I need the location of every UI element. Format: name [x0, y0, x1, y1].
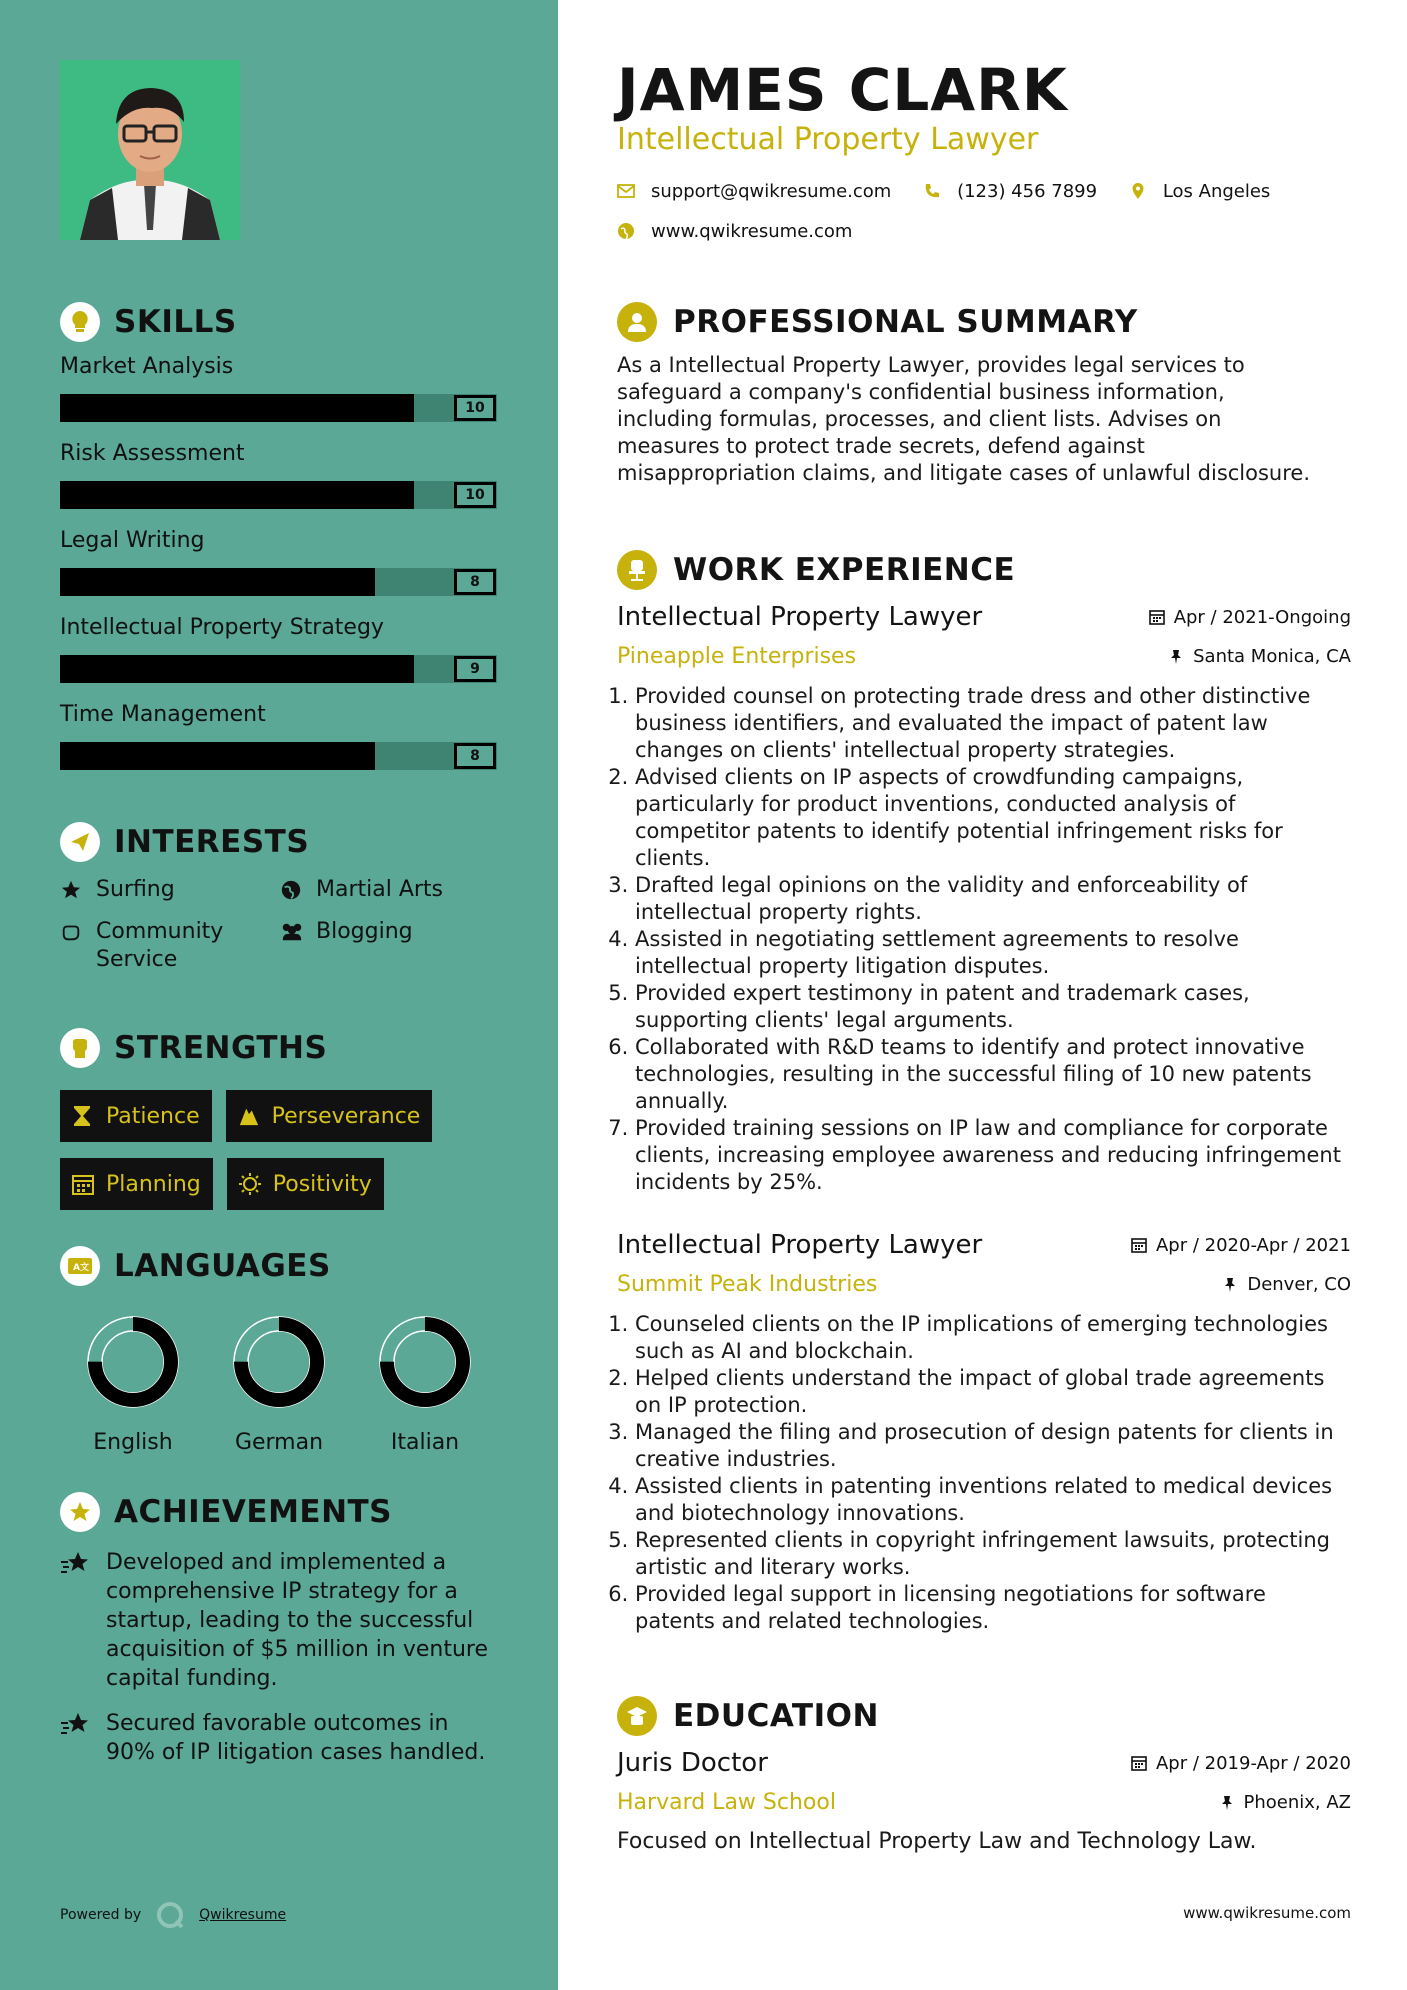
job-bullet: 6. Provided legal support in licensing negotiations for software patents and related technologies.: [635, 1581, 1351, 1635]
job-entry: [617, 602, 1351, 1196]
summary-section: [617, 300, 1351, 487]
job-bullets: [617, 1311, 1351, 1635]
envelope-icon: [617, 182, 635, 200]
footer-website-link[interactable]: www.qwikresume.com: [1183, 1904, 1351, 1922]
education-location: Phoenix, AZ: [1219, 1792, 1352, 1813]
ring-inner-outline: [248, 1331, 310, 1393]
candidate-title: Intellectual Property Lawyer: [617, 122, 1039, 157]
strengths-section: [60, 1026, 500, 1210]
calendar-icon: [1149, 609, 1165, 625]
skill-score: 8: [454, 743, 496, 769]
skill-item: [60, 435, 500, 522]
skill-name: Time Management: [60, 702, 266, 727]
languages-heading: A文 LANGUAGES: [60, 1244, 500, 1288]
experience-heading: WORK EXPERIENCE: [617, 548, 1351, 592]
star-badge-icon: [60, 1492, 100, 1532]
skill-bar-fill: [60, 568, 375, 596]
contact-phone[interactable]: (123) 456 7899: [923, 178, 1097, 204]
svg-text:A文: A文: [73, 1263, 89, 1273]
skill-score: 8: [454, 569, 496, 595]
ring-inner-outline: [394, 1331, 456, 1393]
skill-bar: [60, 481, 497, 509]
skill-name: Legal Writing: [60, 528, 205, 553]
interest-item: Blogging: [280, 918, 500, 974]
education-entry: [617, 1748, 1351, 1854]
job-bullet: 2. Advised clients on IP aspects of crowdfunding campaigns, particularly for product inventions, conducted analysis of competitor patents to identify potential infringement risks for clients.: [635, 764, 1351, 872]
profile-photo: [60, 60, 240, 240]
job-title: Intellectual Property Lawyer: [617, 602, 983, 632]
skill-bar: [60, 655, 497, 683]
users-icon: [280, 918, 304, 946]
job-bullet: 1. Counseled clients on the IP implications of emerging technologies such as AI and blockchain.: [635, 1311, 1351, 1365]
skill-bar: [60, 394, 497, 422]
language-level-ring: [231, 1314, 327, 1410]
hand-icon: [60, 918, 84, 946]
skill-bar-fill: [60, 481, 414, 509]
education-degree: Juris Doctor: [617, 1748, 768, 1778]
interest-item: Surfing: [60, 876, 280, 904]
user-icon: [617, 302, 657, 342]
calendar-icon: [1131, 1755, 1147, 1771]
job-bullets: [617, 683, 1351, 1196]
skill-bar: [60, 568, 497, 596]
summary-heading: PROFESSIONAL SUMMARY: [617, 300, 1351, 344]
job-bullet: 7. Provided training sessions on IP law and compliance for corporate clients, increasing employee awareness and reducing infringement incidents by 25%.: [635, 1115, 1351, 1196]
language-card-icon: [60, 1246, 100, 1286]
language-level-ring: [377, 1314, 473, 1410]
achievements-section: [60, 1490, 500, 1767]
job-title: Intellectual Property Lawyer: [617, 1230, 983, 1260]
pushpin-icon: [1222, 1277, 1238, 1293]
job-bullet: 4. Assisted in negotiating settlement agreements to resolve intellectual property litigation disputes.: [635, 926, 1351, 980]
calendar-icon: [72, 1173, 94, 1195]
skill-bar: [60, 742, 497, 770]
job-company: Pineapple Enterprises: [617, 644, 857, 669]
contact-email[interactable]: support@qwikresume.com: [617, 178, 891, 204]
candidate-name: JAMES CLARK: [617, 56, 1068, 124]
job-date: Apr / 2021-Ongoing: [1149, 607, 1351, 628]
skill-score: 9: [454, 656, 496, 682]
hourglass-icon: [72, 1105, 94, 1127]
globe-icon: [617, 222, 635, 240]
skill-item: [60, 696, 500, 783]
qwikresume-link[interactable]: Qwikresume: [199, 1907, 287, 1923]
powered-by: Powered by Qwikresume: [60, 1900, 286, 1930]
star-icon: [60, 876, 84, 904]
job-company: Summit Peak Industries: [617, 1272, 878, 1297]
achievement-item: Secured favorable outcomes in 90% of IP litigation cases handled.: [60, 1709, 500, 1767]
calendar-icon: [1131, 1237, 1147, 1253]
contact-location: Los Angeles: [1129, 178, 1271, 204]
job-bullet: 1. Provided counsel on protecting trade dress and other distinctive business identifiers, and evaluated the impact of patent law changes on clients' intellectual property strategies.: [635, 683, 1351, 764]
skill-name: Intellectual Property Strategy: [60, 615, 384, 640]
education-date: Apr / 2019-Apr / 2020: [1131, 1753, 1351, 1774]
climber-icon: [238, 1105, 260, 1127]
paper-plane-icon: [60, 822, 100, 862]
sidebar: [0, 0, 558, 1990]
interest-item: Martial Arts: [280, 876, 500, 904]
skill-bar-fill: [60, 394, 414, 422]
globe-icon: [280, 876, 304, 904]
skills-section: [60, 300, 500, 783]
skill-name: Market Analysis: [60, 354, 234, 379]
skill-bar-fill: [60, 742, 375, 770]
skill-score: 10: [454, 395, 496, 421]
graduate-icon: [617, 1696, 657, 1736]
job-bullet: 4. Assisted clients in patenting inventions related to medical devices and biotechnology innovations.: [635, 1473, 1351, 1527]
language-item: German: [206, 1314, 352, 1455]
achievements-heading: ACHIEVEMENTS: [60, 1490, 500, 1534]
contact-info: [617, 178, 1351, 258]
education-section: [617, 1694, 1351, 1854]
skill-item: [60, 609, 500, 696]
summary-text: As a Intellectual Property Lawyer, provides legal services to safeguard a company's confidential business information, including formulas, processes, and client lists. Advises on measures to protect trade secrets, defend against misappropriation claims, and litigate cases of unlawful disclosure.: [617, 353, 1310, 485]
strengths-list: [60, 1090, 500, 1210]
interests-heading: INTERESTS: [60, 820, 500, 864]
skills-heading: SKILLS: [60, 300, 500, 344]
interests-section: [60, 820, 500, 974]
qwikresume-logo-icon: [155, 1900, 185, 1930]
fist-icon: [60, 1028, 100, 1068]
job-bullet: 5. Represented clients in copyright infringement lawsuits, protecting artistic and literary works.: [635, 1527, 1351, 1581]
achievement-item: Developed and implemented a comprehensive IP strategy for a startup, leading to the successful acquisition of $5 million in venture capital funding.: [60, 1548, 500, 1693]
strength-badge: Positivity: [227, 1158, 384, 1210]
skill-item: [60, 522, 500, 609]
pushpin-icon: [1168, 649, 1184, 665]
shooting-star-icon: [60, 1548, 92, 1578]
education-heading: EDUCATION: [617, 1694, 1351, 1738]
languages-list: [60, 1314, 500, 1455]
map-pin-icon: [1129, 182, 1147, 200]
ring-inner-outline: [102, 1331, 164, 1393]
job-location: Denver, CO: [1222, 1274, 1351, 1295]
strength-badge: Perseverance: [226, 1090, 433, 1142]
job-bullet: 5. Provided expert testimony in patent and trademark cases, supporting clients' legal arguments.: [635, 980, 1351, 1034]
pushpin-icon: [1219, 1795, 1235, 1811]
job-bullet: 3. Drafted legal opinions on the validity and enforceability of intellectual property rights.: [635, 872, 1351, 926]
language-item: English: [60, 1314, 206, 1455]
job-date: Apr / 2020-Apr / 2021: [1131, 1235, 1351, 1256]
shooting-star-icon: [60, 1709, 92, 1739]
language-item: Italian: [352, 1314, 498, 1455]
job-bullet: 6. Collaborated with R&D teams to identify and protect innovative technologies, resulting in the successful filing of 10 new patents annually.: [635, 1034, 1351, 1115]
education-school: Harvard Law School: [617, 1790, 836, 1815]
experience-section: [617, 548, 1351, 1635]
sun-icon: [239, 1173, 261, 1195]
interests-list: [60, 876, 500, 974]
skill-bar-fill: [60, 655, 414, 683]
office-chair-icon: [617, 550, 657, 590]
lightbulb-icon: [60, 302, 100, 342]
strengths-heading: STRENGTHS: [60, 1026, 500, 1070]
skill-score: 10: [454, 482, 496, 508]
interest-item: Community Service: [60, 918, 280, 974]
education-description: Focused on Intellectual Property Law and Technology Law.: [617, 1829, 1257, 1854]
strength-badge: Planning: [60, 1158, 213, 1210]
strength-badge: Patience: [60, 1090, 212, 1142]
job-location: Santa Monica, CA: [1168, 646, 1351, 667]
job-bullet: 2. Helped clients understand the impact of global trade agreements on IP protection.: [635, 1365, 1351, 1419]
contact-website[interactable]: www.qwikresume.com: [617, 218, 852, 244]
job-bullet: 3. Managed the filing and prosecution of design patents for clients in creative industries.: [635, 1419, 1351, 1473]
languages-section: [60, 1244, 500, 1455]
skill-item: [60, 348, 500, 435]
language-level-ring: [85, 1314, 181, 1410]
skill-name: Risk Assessment: [60, 441, 245, 466]
phone-icon: [923, 182, 941, 200]
job-entry: [617, 1230, 1351, 1635]
